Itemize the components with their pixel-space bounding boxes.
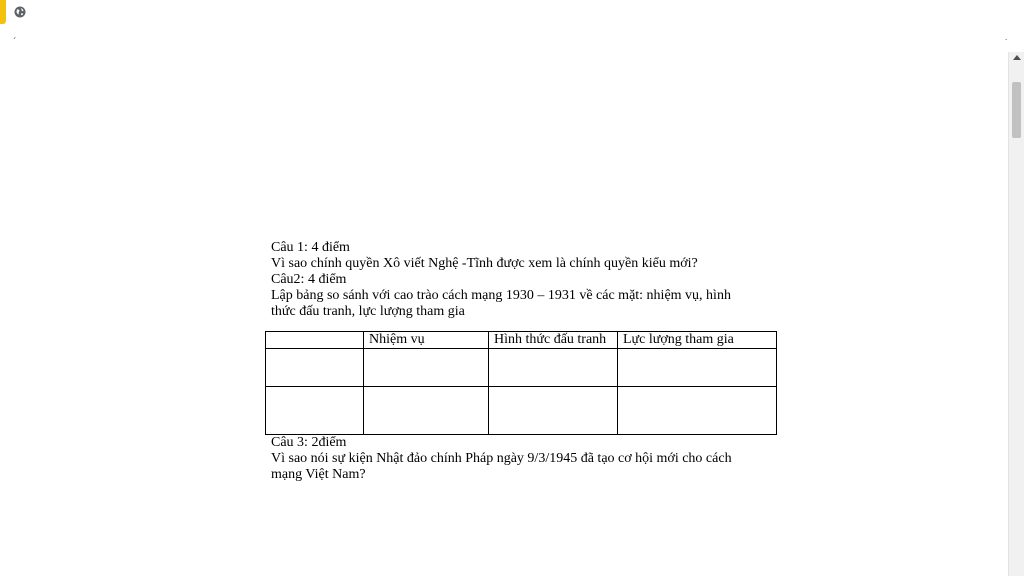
tab-accent-marker [0, 0, 6, 24]
table-cell [489, 349, 618, 387]
globe-icon [14, 6, 26, 18]
table-cell [618, 387, 777, 435]
table-header-cell [266, 332, 364, 349]
table-row [266, 349, 777, 387]
table-cell [364, 387, 489, 435]
scroll-thumb[interactable] [1012, 82, 1021, 138]
table-cell [266, 349, 364, 387]
vertical-scrollbar[interactable] [1008, 52, 1024, 576]
question-3-heading: Câu 3: 2điểm [271, 435, 347, 450]
table-cell [618, 349, 777, 387]
question-2-heading: Câu2: 4 điểm [271, 272, 347, 287]
table-header-cell: Lực lượng tham gia [618, 332, 777, 349]
table-cell [364, 349, 489, 387]
document-body [271, 240, 741, 320]
scroll-up-arrow-icon[interactable] [1013, 55, 1021, 60]
table-row [266, 387, 777, 435]
browser-top-bar [0, 0, 1024, 26]
comparison-table [265, 331, 777, 435]
document-body-continued [271, 435, 741, 483]
page-corner-mark: ˏ [12, 30, 17, 40]
page-right-mark: ˑ [1005, 36, 1008, 45]
table-header-cell: Nhiệm vụ [364, 332, 489, 349]
table-cell [266, 387, 364, 435]
table-header-row [266, 332, 777, 349]
question-1-text: Vì sao chính quyền Xô viết Nghệ -Tĩnh được xem là chính quyền kiểu mới? [271, 256, 698, 271]
question-3-text: Vì sao nói sự kiện Nhật đảo chính Pháp ngày 9/3/1945 đã tạo cơ hội mới cho cách mạng Việt Nam? [271, 451, 732, 482]
table-header-cell: Hình thức đấu tranh [489, 332, 618, 349]
question-2-text: Lập bảng so sánh với cao trào cách mạng 1930 – 1931 về các mặt: nhiệm vụ, hình thức đấu tranh, lực lượng tham gia [271, 288, 731, 319]
table-cell [489, 387, 618, 435]
question-1-heading: Câu 1: 4 điểm [271, 240, 350, 255]
